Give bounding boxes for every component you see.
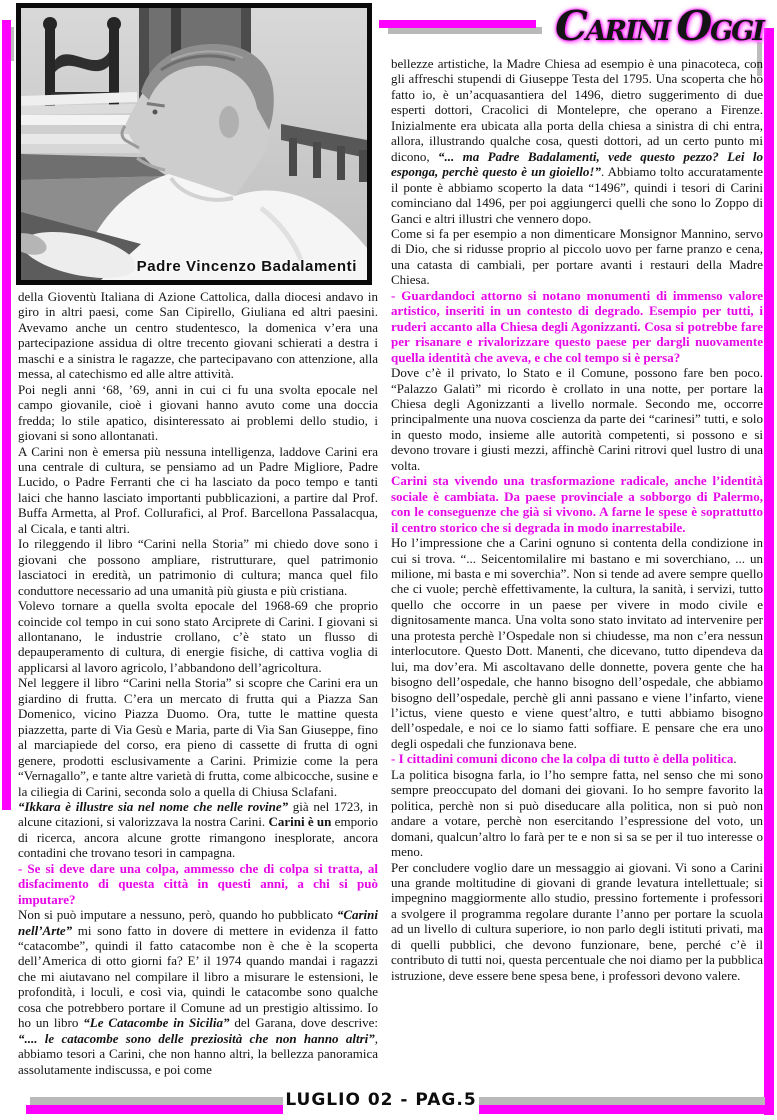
text-segment: Carini è un bbox=[268, 814, 332, 830]
paragraph bbox=[391, 535, 763, 751]
text-segment: emporio di ricerca, ancora alcune grotte rimangono inesplorate, ancora contadini che trovano tesori in campagna. bbox=[18, 814, 379, 861]
left-accent-bar bbox=[2, 20, 11, 810]
text-segment: bellezze artistiche, la Madre Chiesa ad esempio è una pinacoteca, con gli affreschi stupendi di Giuseppe Testa del 1795. Una scoperta che ho fatto io, è un’acquasantiera del 1496, dietro suggerimento di due esperti dottori, Cracolici di Montelepre, che operano a Firenze. Inizialmente era ubicata alla porta della chiesa a sinistra di chi entra, allora, illustrando qualche cosa, questi dottori, ad un certo punto mi dicono, bbox=[391, 56, 763, 164]
text-segment: . Abbiamo tolto accuratamente il ponte è abbiamo scoperto la data “1496”, quindi i tesori di Carini cominciano dal 1496, per poi aggiungerci quelli che sono lo Zoppo di Ganci e altri illustri che vennero dopo. bbox=[391, 164, 763, 226]
paragraph bbox=[18, 907, 378, 1077]
text-segment: “.... le catacombe sono delle preziosità che non hanno altri” bbox=[18, 1030, 375, 1046]
paragraph bbox=[391, 365, 763, 473]
paragraph bbox=[18, 289, 378, 382]
text-segment: Io rileggendo il libro “Carini nella Storia” mi chiedo dove sono i giovani che possono ampliare, ristrutturare, quel patrimonio lasciatoci in eredità, un patrimonio di cultura; manca quel filo conduttore necessario ad una umanità più giusta e più cristiana. bbox=[18, 536, 378, 598]
paragraph bbox=[18, 598, 378, 675]
text-segment: mi sono fatto in dovere di mettere in evidenza il fatto “catacombe”, quindi il fatto catacombe non è che è la scoperta dell’America di otto giorni fa? E’ il 1974 quando mandai i ragazzi che mi aiutavano nel compilare il libro a misurare le estensioni, le profondità, i loculi, e così via, quindi le catacombe sono qualche cosa che potrebbero portare il Comune ad un prestigio altissimo. Io ho un libro bbox=[18, 922, 378, 1031]
text-segment: , abbiamo tesori a Carini, che non hanno altri, la bellezza panoramica assolutamente indiscussa, e poi come bbox=[18, 1030, 378, 1077]
article-column-left bbox=[18, 289, 378, 1077]
text-segment: del Garana, dove descrive: bbox=[229, 1015, 378, 1031]
priest-portrait-illustration bbox=[21, 8, 367, 280]
text-segment: - Guardandoci attorno si notano monumenti di immenso valore artistico, inseriti in un contesto di degrado. Esempio per tutti, i ruderi accanto alla Chiesa degli Agonizzanti. Cosa si potrebbe fare per risanare e rivalorizzare questo paese per dargli nuovamente quella identità che aveva, e che col tempo si è persa? bbox=[391, 287, 763, 365]
header-bar bbox=[379, 20, 536, 28]
paragraph bbox=[18, 536, 378, 598]
paragraph bbox=[18, 861, 378, 907]
paragraph bbox=[391, 56, 763, 226]
text-segment: Come si fa per esempio a non dimenticare Monsignor Mannino, servo di Dio, che si ridusse proprio al piccolo uovo per farne pranzo e cena, una catasta di cambiali, per portare avanti i restauri della Madre Chiesa. bbox=[391, 225, 763, 288]
paragraph bbox=[391, 473, 763, 535]
text-segment: Nel leggere il libro “Carini nella Storia” si scopre che Carini era un giardino di frutta. C’era un mercato di frutta qui a Piazza San Domenico, vicino Piazza Duomo. Ora, tutte le mattine questa piazzetta, parte di Via Gesù e Maria, parte di Via San Giuseppe, fino al marciapiede del corso, era pieno di cassette di frutta di ogni genere, prodotti esclusivamente a Carini. Primizie come la pera “Vernagallo”, e tante altre varietà di frutta, come albicocche, susine e la ciliegia di Carini, seconda solo a quella di Chiusa Sclafani. bbox=[18, 675, 378, 799]
text-segment: Dove c’è il privato, lo Stato e il Comune, possono fare ben poco. “Palazzo Galatì” mi ricordo è crollato in una notte, per portare la Chiesa degli Agonizzanti a livello normale. Secondo me, occorre principalmente una nuova coscienza da parte dei “carinesi” tutti, e solo in questo modo, insieme alle autorità competenti, si possono e si devono trovare i giusti mezzi, affinchè Carini ritrovi quel lustro di una volta. bbox=[391, 365, 763, 473]
paragraph bbox=[18, 382, 378, 444]
text-segment: Per concludere voglio dare un messaggio ai giovani. Vi sono a Carini una grande moltitudine di giovani di grande levatura intellettuale; si impegnino maggiormente allo studio, pressino fortemente i professori a svolgere il programma regolare durante l’anno per portare la scuola ad un livello di cultura superiore, io non parlo degli istituti privati, ma di quelli pubblici, che devono funzionare, bene, perché c’è il contributo di tutti noi, questa percentuale che noi diamo per la pubblica istruzione, deve essere bene spesa bene, i professori devono valere. bbox=[391, 859, 763, 983]
paragraph bbox=[18, 444, 378, 537]
right-accent-bar bbox=[764, 28, 774, 1115]
paragraph bbox=[18, 799, 378, 861]
text-segment: “Le Catacombe in Sicilia” bbox=[83, 1015, 230, 1031]
photo-padre-badalamenti bbox=[16, 3, 372, 285]
text-segment: “Ikkara è illustre sia nel nome che nelle rovine” bbox=[18, 798, 289, 814]
text-segment: Ho l’impressione che a Carini ognuno si contenta della condizione in cui si trova. “... Seicentomilalire mi bastano e mi soverchiano, ... un milione, mi basta e mi soverchia”. Non si tende ad avere sempre quello che ci vuole; perchè effettivamente, la cultura, la sanità, i servizi, tutto quello che occorre in un paese per vivere in modo civile e dignitosamente manca. Una volta sono stato invitato ad intervenire per una protesta perchè l’Ospedale non si chiudesse, ma non c’era nessun interlocutore. Questo Dott. Manenti, che dicevano, tutto dipendeva da lui, ma dov’era. Mi ascoltavano delle donnette, povera gente che ha bisogno dell’ospedale, che hanno bisogno dell’ospedale, che abbiamo bisogno dell’ospedale, perchè gli anni passano e viene l’infarto, viene l’ictus, viene questo e viene quest’altro, e tutti abbiamo bisogno dell’ospedale, e noi ce lo siamo fatti soffiare. E pensare che era uno degli ospedali che funzionava bene. bbox=[391, 535, 763, 751]
photo-caption: Padre Vincenzo Badalamenti bbox=[136, 258, 357, 275]
text-segment: La politica bisogna farla, io l’ho sempre fatta, nel senso che mi sono sempre preoccupato del domani dei giovani. Io ho sempre favorito la politica, perchè non si può diseducare alla politica, non si può non andare a votare, perchè non esercitando l’espressione del voto, un domani, qualcun’altro lo farà per te e non si sa se per il tuo interesse o meno. bbox=[391, 766, 763, 860]
masthead-word: ARINI bbox=[585, 16, 670, 47]
masthead-word: GGI bbox=[710, 16, 763, 47]
text-segment: . bbox=[733, 751, 737, 767]
page-footer: LUGLIO 02 - PAG.5 bbox=[283, 1086, 479, 1114]
masthead-title bbox=[548, 4, 770, 54]
paragraph bbox=[391, 751, 763, 766]
text-segment: Carini sta vivendo una trasformazione radicale, anche l’identità sociale è cambiata. Da paese provinciale a sobborgo di Palermo, con le conseguenze che già si vivono. A farne le spese è soprattutto il centro storico che si degrada in modo inarrestabile. bbox=[391, 473, 763, 535]
paragraph bbox=[391, 860, 763, 984]
text-segment: Non si può imputare a nessuno, però, quando ho pubblicato bbox=[18, 907, 337, 923]
left-accent-bar-shadow bbox=[11, 27, 14, 61]
text-segment: della Gioventù Italiana di Azione Cattolica, dalla diocesi andavo in giro in altri paesi, come San Cipirello, Giuliana ed altri paesini. Avevamo anche un centro studentesco, la domenica v’era una partecipazione assidua di oltre trecento giovani schierati a destra i maschi e a sinistra le ragazze, che partecipavano con attenzione, alla messa, al catechismo ed alle altre attività. bbox=[18, 289, 378, 382]
text-segment: - I cittadini comuni dicono che la colpa di tutto è della politica bbox=[391, 751, 734, 767]
text-segment: A Carini non è emersa più nessuna intelligenza, laddove Carini era una centrale di cultura, se pensiamo ad un Padre Migliore, Padre Lucido, o Padre Ferranti che ci ha lasciato da poco tempo e tanti laici che hanno lasciato importanti pubblicazioni, a partire dal Prof. Buffa Armetta, al Prof. Collurafici, al Prof. Barcellona Passalacqua, al Cicala, e tanti altri. bbox=[18, 443, 378, 536]
masthead-initial: O bbox=[676, 2, 711, 50]
paragraph bbox=[391, 767, 763, 860]
text-segment: “Carini nell’Arte” bbox=[18, 907, 378, 938]
paragraph bbox=[18, 675, 378, 799]
text-segment: - Se si deve dare una colpa, ammesso che di colpa si tratta, al disfacimento di questa città in questi anni, a chi si può imputare? bbox=[18, 860, 378, 907]
header-bar-shadow bbox=[388, 27, 542, 34]
masthead-initial: C bbox=[555, 2, 586, 50]
text-segment: “... ma Padre Badalamenti, vede questo pezzo? Lei lo esponga, perchè questo è un gioiello!” bbox=[391, 148, 763, 180]
article-column-right bbox=[391, 56, 763, 983]
paragraph bbox=[391, 288, 763, 365]
text-segment: Volevo tornare a quella svolta epocale del 1968-69 che proprio coincide col tempo in cui sono stato Arciprete di Carini. I giovani si allontanano, le industrie crollano, c’è stato un flusso di depauperamento di cultura, di energie fisiche, di cattiva voglia di applicarsi al lavoro agricolo, l’abbandono dell’agricoltura. bbox=[18, 598, 378, 675]
paragraph bbox=[391, 226, 763, 288]
text-segment: Poi negli anni ‘68, ’69, anni in cui ci fu una svolta epocale nel campo giovanile, cioè i giovani hanno avuto come una doccia fredda; lo stile apatico, disinteressato ai problemi dello studio, i giovani si sono allontanati. bbox=[18, 381, 378, 444]
text-segment: già nel 1723, in alcune citazioni, si valorizzava la nostra Carini. bbox=[18, 798, 378, 830]
